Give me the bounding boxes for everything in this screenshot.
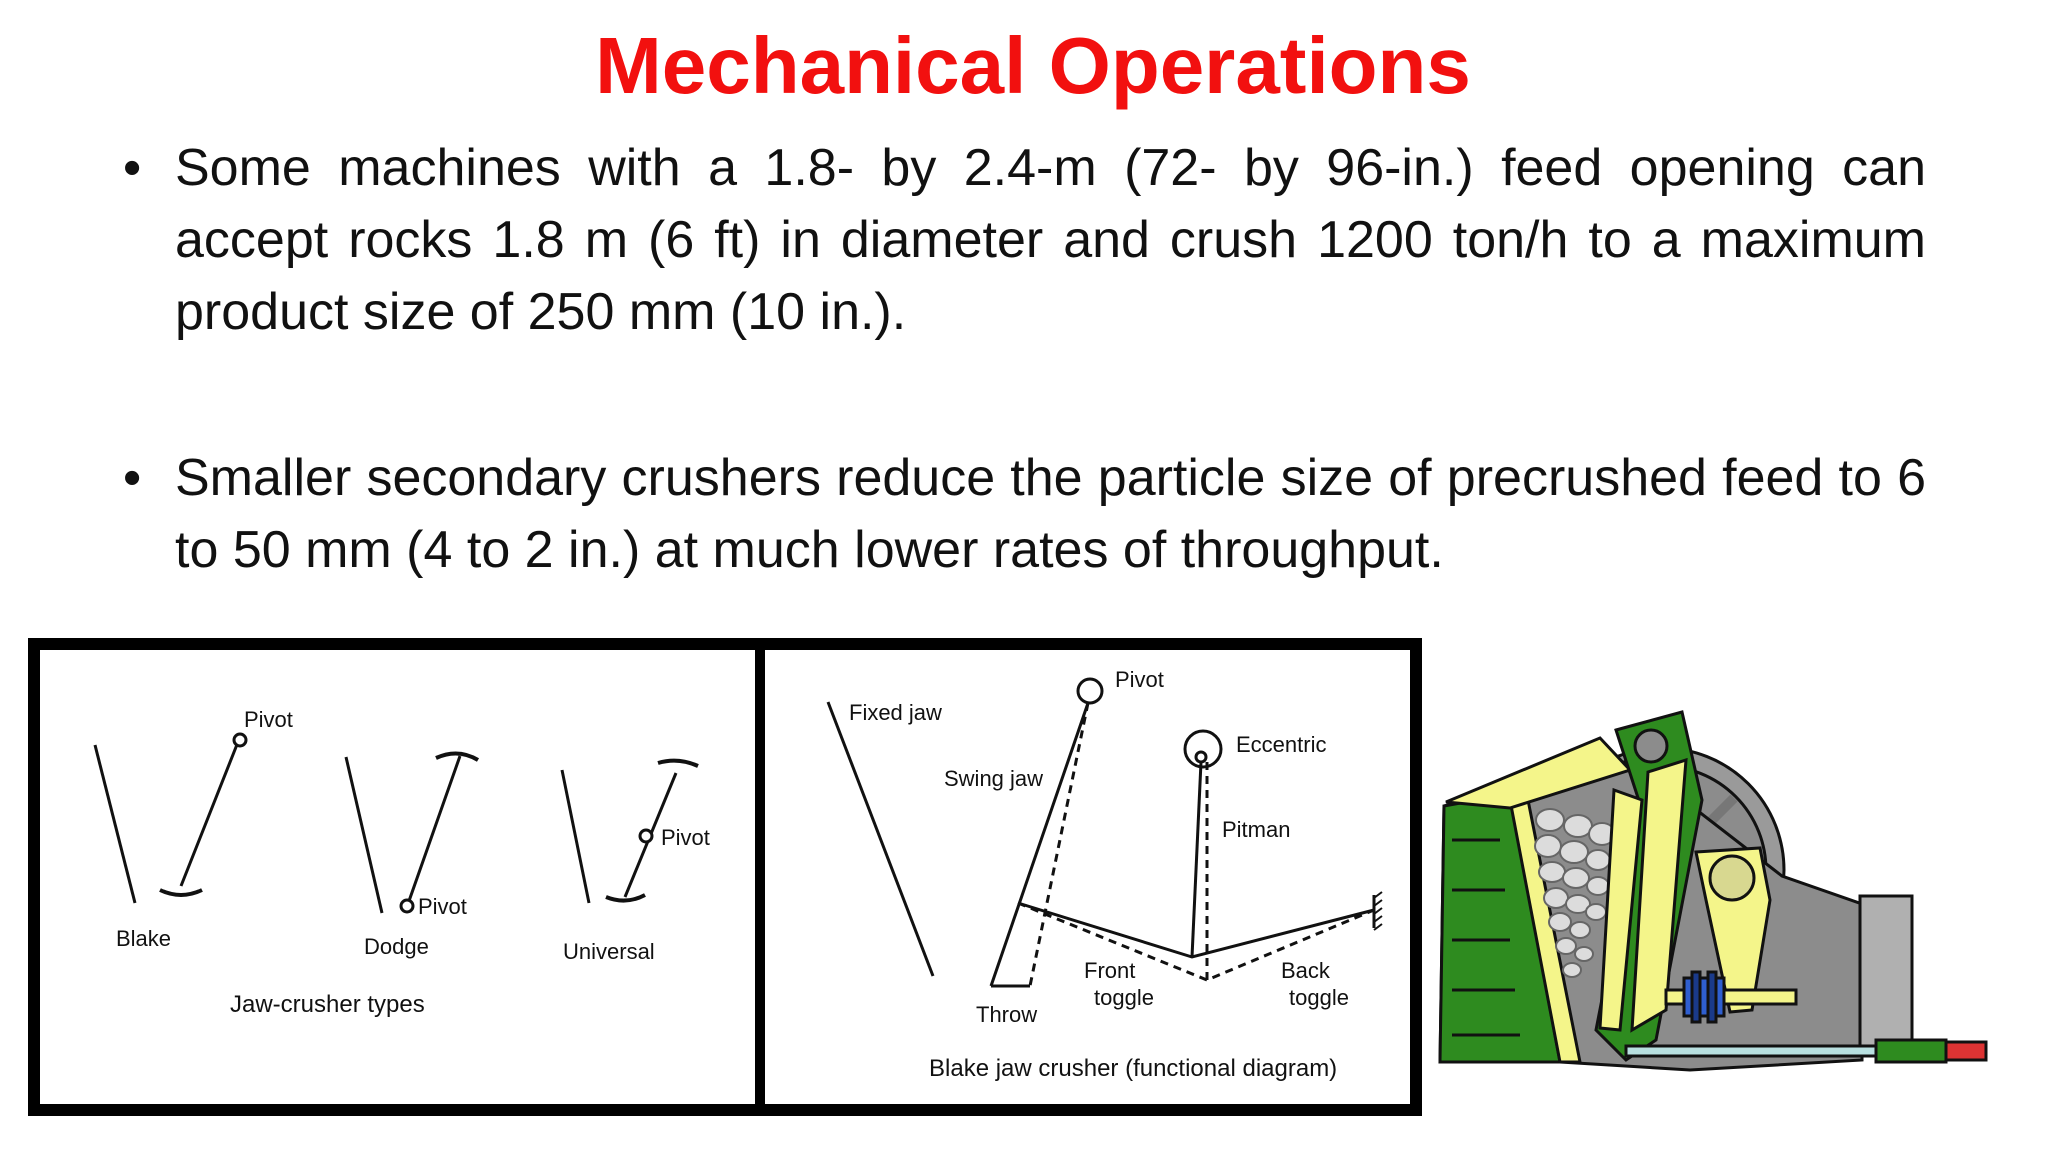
- blake-pivot-label: Pivot: [244, 707, 293, 732]
- bullet-text: Some machines with a 1.8- by 2.4-m (72- by 96-in.) feed opening can accept rocks 1.8 m (6 ft) in diameter and crush 1200 ton/h to a maximum product size of 250 mm (10 in.).: [175, 139, 1926, 341]
- universal-pivot-label: Pivot: [661, 825, 710, 850]
- dodge-pivot-label: Pivot: [418, 894, 467, 919]
- figure-frame: [34, 644, 1416, 1110]
- blake-pivot-point: [234, 734, 246, 746]
- front-toggle-label-1: Front: [1084, 958, 1136, 983]
- swing-jaw-pivot: [1635, 730, 1667, 762]
- motor-coupling: [1684, 972, 1724, 1022]
- bullet-text: Smaller secondary crushers reduce the particle size of precrushed feed to 6 to 50 mm (4 to 2 in.) at much lower rates of throughput.: [175, 449, 1926, 579]
- fixed-jaw-label: Fixed jaw: [849, 700, 942, 725]
- functional-diagram-caption: Blake jaw crusher (functional diagram): [929, 1055, 1338, 1082]
- bullet-dot: •: [123, 139, 142, 197]
- blake-type-label: Blake: [116, 926, 172, 951]
- eccentric-center: [1196, 752, 1206, 762]
- tension-rod: [1626, 1046, 1876, 1056]
- universal-pivot-point: [640, 830, 652, 842]
- back-toggle-label-1: Back: [1281, 958, 1330, 983]
- front-toggle-label-2: toggle: [1094, 985, 1154, 1010]
- throw-label: Throw: [976, 1002, 1038, 1027]
- spring-unit: [1876, 1040, 1946, 1062]
- slide-title: Mechanical Operations: [595, 21, 1471, 110]
- dodge-pivot-point: [401, 900, 413, 912]
- pitman-eccentric: [1710, 856, 1754, 900]
- pitman-label: Pitman: [1222, 817, 1291, 842]
- pivot-label: Pivot: [1115, 667, 1164, 692]
- jaw-crusher-illustration: [1440, 712, 1986, 1070]
- eccentric-label: Eccentric: [1236, 732, 1327, 757]
- universal-type-label: Universal: [563, 939, 655, 964]
- spring-cap: [1946, 1042, 1986, 1060]
- jaw-crusher-types-caption: Jaw-crusher types: [230, 991, 425, 1018]
- back-toggle-label-2: toggle: [1289, 985, 1349, 1010]
- dodge-type-label: Dodge: [364, 934, 429, 959]
- swing-jaw-label: Swing jaw: [944, 766, 1044, 791]
- back-housing: [1860, 896, 1912, 1046]
- bullet-dot: •: [123, 449, 142, 507]
- pivot-circle: [1078, 679, 1102, 703]
